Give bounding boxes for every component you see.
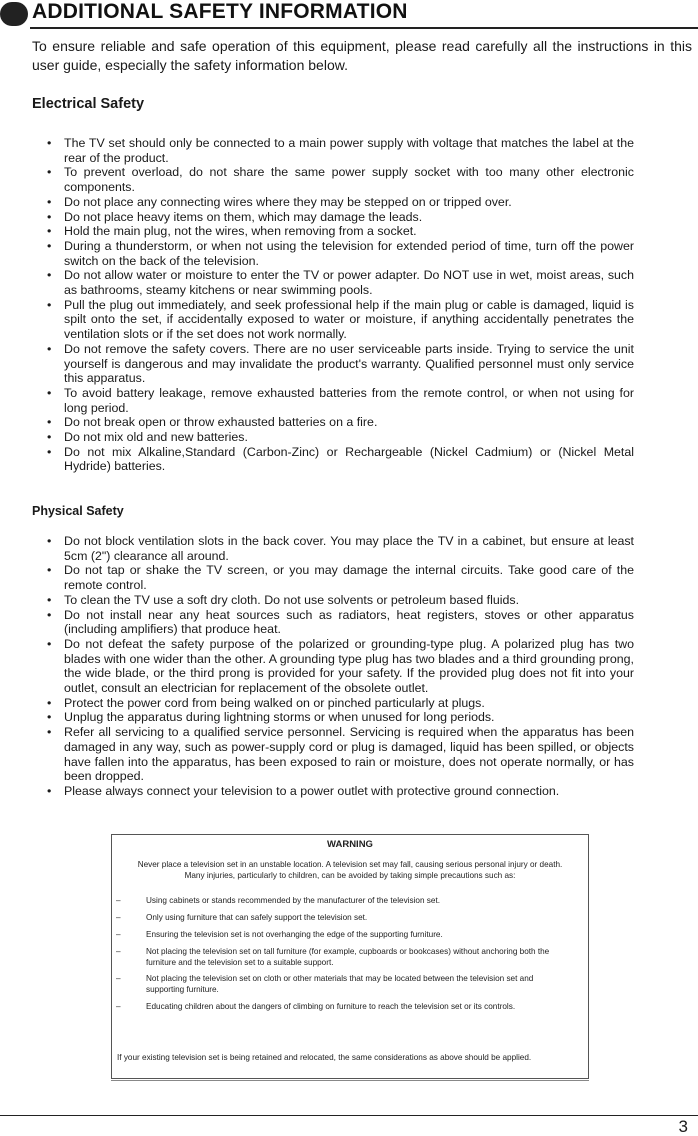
- electrical-safety-list: [64, 136, 634, 474]
- list-item: • Unplug the apparatus during lightning storms or when unused for long periods.: [64, 710, 634, 725]
- list-item: • Do not place any connecting wires where they may be stepped on or tripped over.: [64, 195, 634, 210]
- list-item: • Protect the power cord from being walked on or pinched particularly at plugs.: [64, 696, 634, 711]
- list-item: – Educating children about the dangers of climbing on furniture to reach the television set or its controls.: [112, 1002, 588, 1013]
- intro-paragraph: To ensure reliable and safe operation of this equipment, please read carefully all the instructions in this user guide, especially the safety information below.: [32, 38, 692, 73]
- header-tab-shape: [0, 2, 28, 26]
- footer-rule: [0, 1115, 698, 1116]
- warning-text: Never place a television set in an unstable location. A television set may fall, causing serious personal injury or death. Many injuries, particularly to children, can be avoided by taking simple precautions such as:: [137, 859, 563, 880]
- list-item: • To prevent overload, do not share the same power supply socket with too many other electronic components.: [64, 165, 634, 194]
- page-number: 3: [678, 1117, 688, 1136]
- list-item: • During a thunderstorm, or when not using the television for extended period of time, turn off the power switch on the back of the television.: [64, 239, 634, 268]
- list-item: • Pull the plug out immediately, and seek professional help if the main plug or cable is damaged, liquid is spilt onto the set, if accidentally exposed to water or moisture, if anything accidentally penetrates the ventilation slots or if the set does not work normally.: [64, 298, 634, 342]
- list-item: • Do not block ventilation slots in the back cover. You may place the TV in a cabinet, but ensure at least 5cm (2") clearance all around.: [64, 534, 634, 563]
- physical-safety-list: [64, 534, 634, 799]
- warning-box: [111, 834, 589, 1079]
- list-item: • Do not tap or shake the TV screen, or you may damage the internal circuits. Take good care of the remote control.: [64, 563, 634, 592]
- list-item: – Not placing the television set on tall furniture (for example, cupboards or bookcases) without anchoring both the furniture and the television set to a suitable support.: [112, 947, 588, 969]
- list-item: • Do not place heavy items on them, which may damage the leads.: [64, 210, 634, 225]
- list-item: • To clean the TV use a soft dry cloth. Do not use solvents or petroleum based fluids.: [64, 593, 634, 608]
- warning-title: WARNING: [327, 839, 373, 850]
- list-item: • To avoid battery leakage, remove exhausted batteries from the remote control, or when not using for long period.: [64, 386, 634, 415]
- list-item: • Do not mix Alkaline,Standard (Carbon-Zinc) or Rechargeable (Nickel Cadmium) or (Nickel Metal Hydride) batteries.: [64, 445, 634, 474]
- list-item: • Hold the main plug, not the wires, when removing from a socket.: [64, 224, 634, 239]
- list-item: • Do not defeat the safety purpose of the polarized or grounding-type plug. A polarized plug has two blades with one wider than the other. A grounding type plug has two blades and a third grounding prong, the wide blade, or the third prong is provided for your safety. If the provided plug does not fit into your outlet, consult an electrician for replacement of the obsolete outlet.: [64, 637, 634, 696]
- list-item: • Do not remove the safety covers. There are no user serviceable parts inside. Trying to service the unit yourself is dangerous and may invalidate the product's warranty. Qualified personnel must only service this apparatus.: [64, 342, 634, 386]
- list-item: – Ensuring the television set is not overhanging the edge of the supporting furniture.: [112, 930, 588, 941]
- electrical-safety-heading: Electrical Safety: [32, 96, 145, 112]
- list-item: • Please always connect your television to a power outlet with protective ground connection.: [64, 784, 634, 799]
- list-item: • Do not allow water or moisture to enter the TV or power adapter. Do NOT use in wet, moist areas, such as bathrooms, steamy kitchens or near swimming pools.: [64, 268, 634, 297]
- list-item: – Only using furniture that can safely support the television set.: [112, 913, 588, 924]
- list-item: • Do not install near any heat sources such as radiators, heat registers, stoves or other apparatus (including amplifiers) that produce heat.: [64, 608, 634, 637]
- warning-footer: If your existing television set is being retained and relocated, the same considerations as above should be applied.: [117, 1053, 532, 1062]
- physical-safety-heading: Physical Safety: [32, 504, 124, 518]
- warning-bottom-rule: [111, 1080, 589, 1081]
- list-item: • The TV set should only be connected to a main power supply with voltage that matches the label at the rear of the product.: [64, 136, 634, 165]
- warning-list: [112, 896, 588, 1012]
- list-item: • Do not mix old and new batteries.: [64, 430, 634, 445]
- list-item: • Do not break open or throw exhausted batteries on a fire.: [64, 415, 634, 430]
- list-item: • Refer all servicing to a qualified service personnel. Servicing is required when the apparatus has been damaged in any way, such as power-supply cord or plug is damaged, liquid has been spilled, or objects have fallen into the apparatus, has been exposed to rain or moisture, does not operate normally, or has been dropped.: [64, 725, 634, 784]
- page-title: ADDITIONAL SAFETY INFORMATION: [32, 0, 408, 23]
- list-item: – Using cabinets or stands recommended by the manufacturer of the television set.: [112, 896, 588, 907]
- header-rule: [30, 27, 698, 29]
- list-item: – Not placing the television set on cloth or other materials that may be located between the television set and supporting furniture.: [112, 974, 588, 996]
